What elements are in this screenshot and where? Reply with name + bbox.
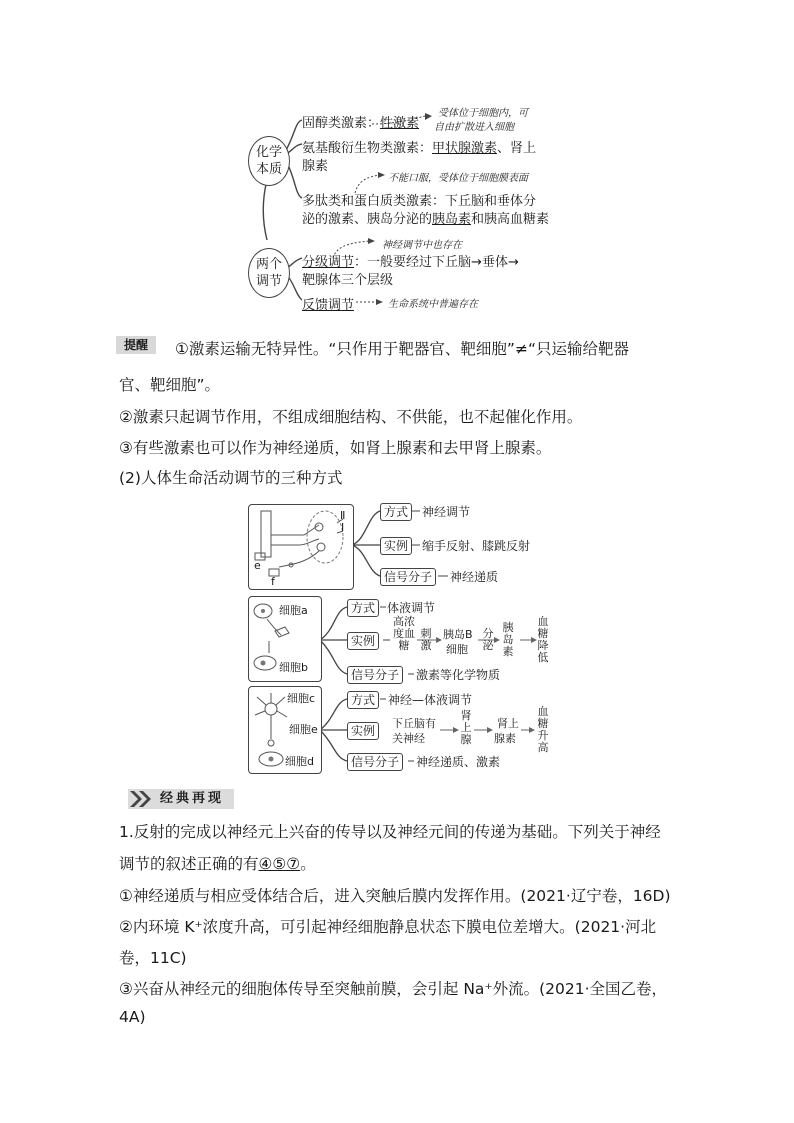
grade-arrow-1: → (471, 255, 482, 270)
tip-line-2: 官、靶细胞”。 (119, 376, 221, 394)
q1-stem: 调节的叙述正确的有 (119, 855, 259, 873)
label-e: e (254, 559, 261, 572)
steroid-label: 固醇类激素： (302, 116, 381, 131)
p1-example-label: 实例 (380, 537, 412, 555)
classic-header-text: 经典再现 (160, 791, 225, 806)
feedback-note: 生命系统中普遍存在 (388, 299, 478, 310)
p1-signal-label: 信号分子 (380, 568, 436, 586)
steroid-note-2: 自由扩散进入细胞 (434, 122, 514, 133)
p3-signal-label: 信号分子 (347, 753, 403, 771)
tip-line-4: ③有些激素也可以作为神经递质，如肾上腺素和去甲肾上腺素。 (119, 439, 552, 457)
peptide-text-b: 和胰高血糖素 (471, 212, 550, 227)
grade-line-2: 靶腺体三个层级 (302, 273, 394, 288)
chemical-nature-label: 化学本质 (255, 145, 282, 177)
p1-mode-label: 方式 (380, 503, 412, 521)
cell-a-label: 细胞a (279, 604, 308, 617)
insulin-term: 胰岛素 (432, 212, 472, 227)
steroid-note-1: 受体位于细胞内，可 (438, 108, 528, 119)
p3-ex-adrenal-gland: 肾上腺 (460, 709, 472, 746)
p3-ex-hypothalamus-1: 下丘脑有 (392, 717, 436, 730)
grade-text-2: 垂体 (481, 255, 508, 270)
p2-mode-label: 方式 (347, 599, 379, 617)
tip-line-3: ②激素只起调节作用，不组成细胞结构、不供能，也不起催化作用。 (119, 408, 583, 426)
q1-end: 。 (300, 855, 316, 873)
p2-mode: 体液调节 (387, 601, 436, 615)
statement-1: ①神经递质与相应受体结合后，进入突触后膜内发挥作用。(2021·辽宁卷，16D) (119, 887, 671, 905)
p2-ex-high-glucose: 高浓度血糖 (393, 615, 415, 652)
tip-badge: 提醒 (116, 336, 156, 354)
p1-example: 缩手反射、膝跳反射 (422, 539, 531, 553)
p2-ex-insulin: 胰岛素 (502, 621, 514, 658)
graded-regulation-term: 分级调节 (302, 255, 355, 270)
q1-answer: ④⑤⑦ (258, 855, 301, 873)
p3-signal: 神经递质、激素 (416, 755, 501, 769)
statement-2-line-2: 卷，11C) (119, 949, 187, 967)
amino-line-2: 腺素 (302, 159, 329, 174)
grade-text-1: ：一般要经过下丘脑 (354, 255, 472, 270)
cell-e-label: 细胞e (289, 723, 318, 736)
q1-line-2 (119, 852, 316, 874)
statement-3-line-2: 4A) (119, 1008, 146, 1026)
p2-ex-islet-b-1: 胰岛B (443, 628, 473, 641)
peptide-text-a: 泌的激素、胰岛分泌的 (302, 212, 433, 227)
section-2-title: (2)人体生命活动调节的三种方式 (119, 469, 343, 487)
cell-d-label: 细胞d (285, 755, 314, 768)
feedback-regulation-term: 反馈调节 (302, 298, 355, 313)
peptide-line-1: 多肽类和蛋白质类激素：下丘脑和垂体分 (302, 194, 537, 209)
label-I: Ⅰ (341, 521, 345, 534)
statement-3-line-1: ③兴奋从神经元的细胞体传导至突触前膜，会引起 Na⁺外流。(2021·全国乙卷， (119, 980, 668, 998)
label-f: f (271, 575, 275, 588)
sex-hormone-term: 性激素 (380, 116, 420, 131)
p2-signal: 激素等化学物质 (416, 668, 501, 682)
neuro-humoral-panel (248, 686, 322, 774)
p1-signal: 神经递质 (450, 570, 499, 584)
thyroid-hormone-term: 甲状腺激素 (432, 141, 498, 156)
tip-line-1: ①激素运输无特异性。“只作用于靶器官、靶细胞”≠“只运输给靶器 (175, 340, 629, 358)
p2-ex-secrete: 分泌 (482, 627, 494, 652)
p3-ex-adrenaline-1: 肾上 (497, 717, 519, 730)
p3-ex-hypothalamus-2: 关神经 (392, 732, 425, 745)
cell-b-label: 细胞b (279, 661, 308, 674)
grade-arrow-2: → (507, 255, 519, 270)
humoral-panel (248, 596, 322, 682)
p2-example-label: 实例 (347, 632, 379, 650)
statement-2-line-1: ②内环境 K⁺浓度升高，可引起神经细胞静息状态下膜电位差增大。(2021·河北 (119, 918, 657, 936)
peptide-note: 不能口服，受体位于细胞膜表面 (388, 173, 528, 184)
double-chevron-icon (130, 791, 156, 807)
p3-mode-label: 方式 (347, 691, 379, 709)
p3-ex-adrenaline-2: 腺素 (494, 732, 516, 745)
amino-label: 氨基酸衍生物类激素： (302, 141, 433, 156)
p3-example-label: 实例 (347, 722, 379, 740)
p2-ex-stimulate: 刺激 (420, 627, 432, 652)
p2-ex-glucose-down: 血糖降低 (537, 615, 549, 664)
p3-mode: 神经—体液调节 (388, 693, 473, 707)
label-II: Ⅱ (340, 509, 346, 522)
p2-ex-islet-b-2: 细胞 (446, 643, 468, 656)
reflex-arc-panel (248, 504, 354, 590)
p1-mode: 神经调节 (422, 505, 471, 519)
two-regulations-label: 两个调节 (255, 257, 282, 289)
reflex-arc-illustration (249, 505, 353, 589)
cell-c-label: 细胞c (287, 692, 316, 705)
classic-section-header (128, 789, 234, 809)
amino-tail: 、肾上 (497, 141, 537, 156)
p2-signal-label: 信号分子 (347, 666, 403, 684)
grade-note: 神经调节中也存在 (382, 240, 462, 251)
p3-ex-glucose-up: 血糖升高 (537, 705, 549, 754)
q1-line-1: 1.反射的完成以神经元上兴奋的传导以及神经元间的传递为基础。下列关于神经 (119, 823, 661, 841)
